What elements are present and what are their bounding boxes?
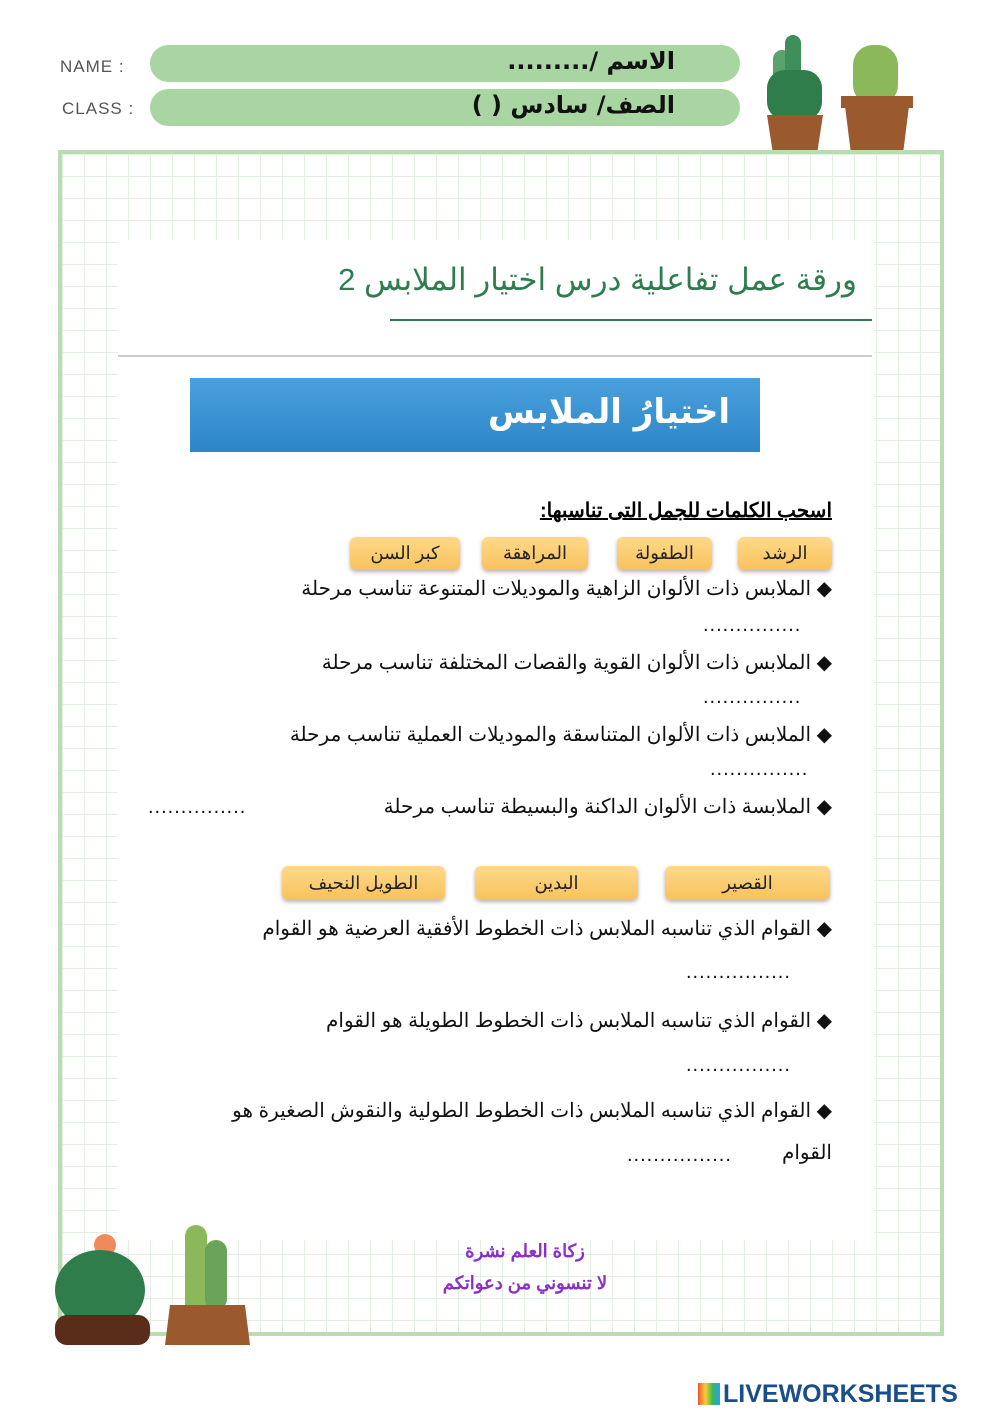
sentence: ◆ القوام الذي تناسبه الملابس ذات الخطوط الطويلة هو القوام [326, 1010, 832, 1032]
page-title: ورقة عمل تفاعلية درس اختيار الملابس 2 [338, 262, 857, 297]
drag-chip[interactable]: الطويل النحيف [282, 866, 445, 900]
drop-zone[interactable]: ............... [703, 686, 802, 708]
class-field[interactable] [150, 89, 740, 126]
class-label: CLASS : [62, 99, 135, 118]
name-field-text: الاسم /......... [507, 47, 675, 75]
footer-line1: زكاة العلم نشرة [465, 1241, 585, 1261]
class-field-text: الصف/ سادس ( ) [471, 91, 675, 119]
name-field[interactable] [150, 45, 740, 82]
logo-icon [698, 1383, 720, 1405]
sentence: ◆ الملابس ذات الألوان القوية والقصات المختلفة تناسب مرحلة [321, 652, 832, 674]
drag-chip[interactable]: الطفولة [617, 537, 712, 570]
drop-zone[interactable]: ................ [627, 1144, 732, 1166]
lesson-banner [190, 378, 760, 452]
drag-chip[interactable]: القصير [665, 866, 830, 900]
sentence: ◆ القوام الذي تناسبه الملابس ذات الخطوط الأفقية العرضية هو القوام [262, 918, 832, 940]
sentence-continued: القوام [781, 1142, 832, 1164]
drag-chip[interactable]: البدين [475, 866, 638, 900]
cactus-pots-bottom-icon [50, 1220, 260, 1360]
liveworksheets-logo [698, 1380, 958, 1409]
logo-text: LIVEWORKSHEETS [723, 1380, 958, 1408]
title-underline [390, 319, 872, 321]
banner-text: اختيارُ الملابس [488, 392, 730, 432]
drag-chip[interactable]: المراهقة [482, 537, 588, 570]
sentence: ◆ الملابس ذات الألوان الزاهية والموديلات المتنوعة تناسب مرحلة [301, 578, 832, 600]
drop-zone[interactable]: ................ [686, 961, 791, 983]
sentence: ◆ القوام الذي تناسبه الملابس ذات الخطوط الطولية والنقوش الصغيرة هو [232, 1100, 832, 1122]
drop-zone[interactable]: ............... [703, 614, 802, 636]
drop-zone[interactable]: ............... [148, 796, 247, 818]
instruction: اسحب الكلمات للجمل التى تناسبها: [539, 500, 832, 522]
drop-zone[interactable]: ............... [710, 758, 809, 780]
cactus-pots-icon [755, 30, 925, 155]
name-label: NAME : [60, 57, 125, 76]
drag-chip[interactable]: كبر السن [350, 537, 460, 570]
drop-zone[interactable]: ................ [686, 1054, 791, 1076]
sentence: ◆ الملابسة ذات الألوان الداكنة والبسيطة تناسب مرحلة [383, 796, 832, 818]
drag-chip[interactable]: الرشد [738, 537, 832, 570]
divider [118, 355, 872, 357]
footer-line2: لا تنسوني من دعواتكم [442, 1273, 608, 1293]
sentence: ◆ الملابس ذات الألوان المتناسقة والموديلات العملية تناسب مرحلة [289, 724, 832, 746]
